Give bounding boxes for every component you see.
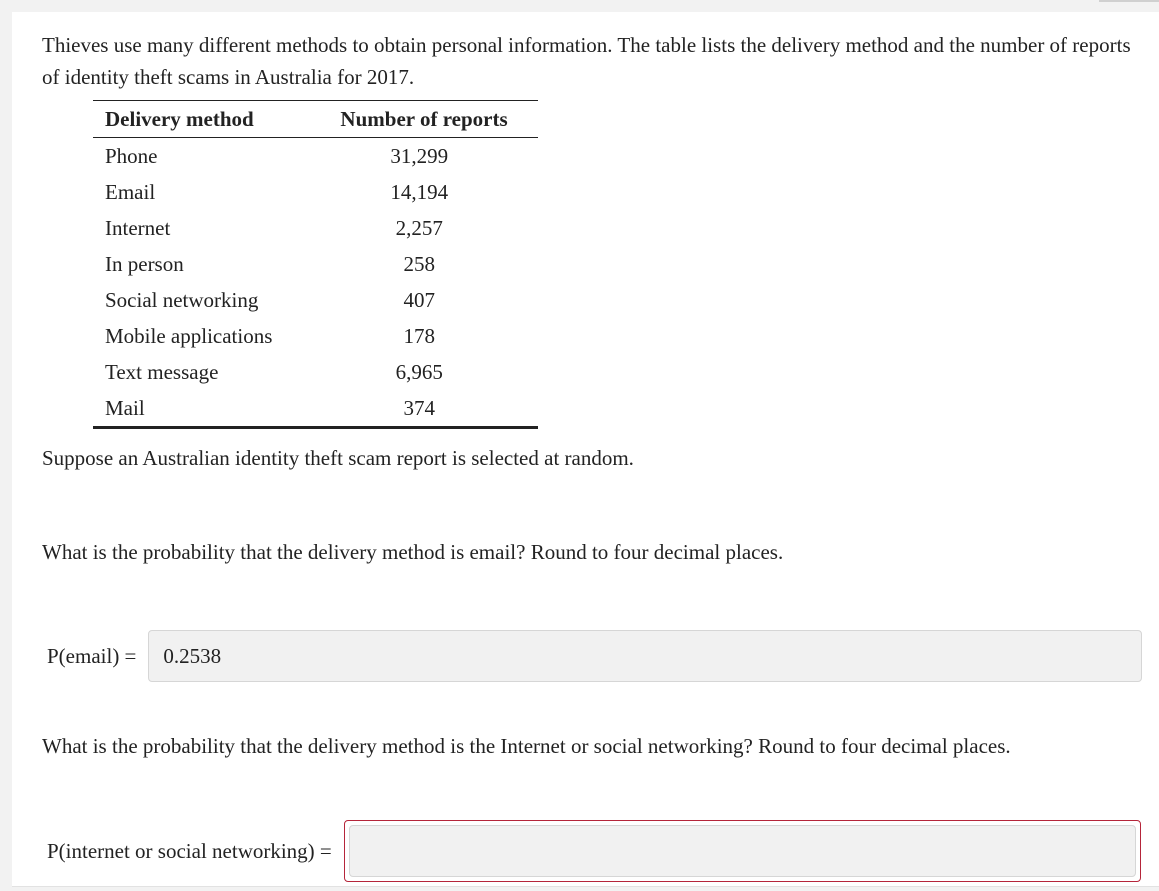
question1-label: P(email) = bbox=[47, 643, 137, 668]
cell-method: In person bbox=[105, 251, 184, 276]
cell-method: Text message bbox=[105, 359, 219, 384]
question1-prompt: What is the probability that the delivery method is email? Round to four decimal places. bbox=[42, 540, 784, 564]
cell-method: Phone bbox=[105, 143, 158, 168]
cell-reports: 2,257 bbox=[395, 215, 443, 240]
email-probability-value: 0.2538 bbox=[163, 643, 222, 668]
table-row bbox=[93, 246, 538, 282]
cell-reports: 14,194 bbox=[390, 179, 449, 204]
cell-method: Email bbox=[105, 179, 156, 204]
table-row bbox=[93, 390, 538, 428]
table-row bbox=[93, 174, 538, 210]
table-row bbox=[93, 354, 538, 390]
cell-method: Mobile applications bbox=[105, 323, 273, 348]
question2-answer-row bbox=[47, 820, 1141, 882]
top-tab bbox=[1099, 0, 1159, 2]
cell-method: Social networking bbox=[105, 287, 259, 312]
scenario-text: Suppose an Australian identity theft scam report is selected at random. bbox=[42, 446, 634, 470]
table-row bbox=[93, 318, 538, 354]
email-probability-input[interactable] bbox=[148, 630, 1142, 682]
question2-prompt: What is the probability that the delivery method is the Internet or social networking? Round to four decimal places. bbox=[42, 734, 1011, 758]
question-card bbox=[12, 12, 1159, 887]
question1-answer-row bbox=[47, 630, 1142, 682]
cell-reports: 258 bbox=[403, 251, 435, 276]
table-header-row bbox=[93, 101, 538, 138]
internet-social-probability-input[interactable] bbox=[349, 825, 1136, 877]
top-strip bbox=[0, 0, 1159, 12]
table-row bbox=[93, 210, 538, 246]
cell-method: Mail bbox=[93, 390, 300, 428]
cell-reports: 407 bbox=[403, 287, 435, 312]
cell-reports: 6,965 bbox=[395, 359, 443, 384]
cell-method: Internet bbox=[105, 215, 171, 240]
table-row bbox=[93, 138, 538, 175]
table-row bbox=[93, 282, 538, 318]
header-delivery-method: Delivery method bbox=[93, 101, 300, 138]
internet-social-probability-focus-ring bbox=[344, 820, 1141, 882]
cell-reports: 178 bbox=[403, 323, 435, 348]
cell-reports: 31,299 bbox=[390, 143, 449, 168]
cell-reports: 374 bbox=[300, 390, 538, 428]
delivery-method-table bbox=[93, 100, 538, 429]
question2-label: P(internet or social networking) = bbox=[47, 838, 332, 863]
header-number-of-reports: Number of reports bbox=[300, 101, 538, 138]
intro-text: Thieves use many different methods to obtain personal information. The table lists the delivery method and the number of reports of identity theft scams in Australia for 2017. bbox=[42, 33, 1131, 89]
